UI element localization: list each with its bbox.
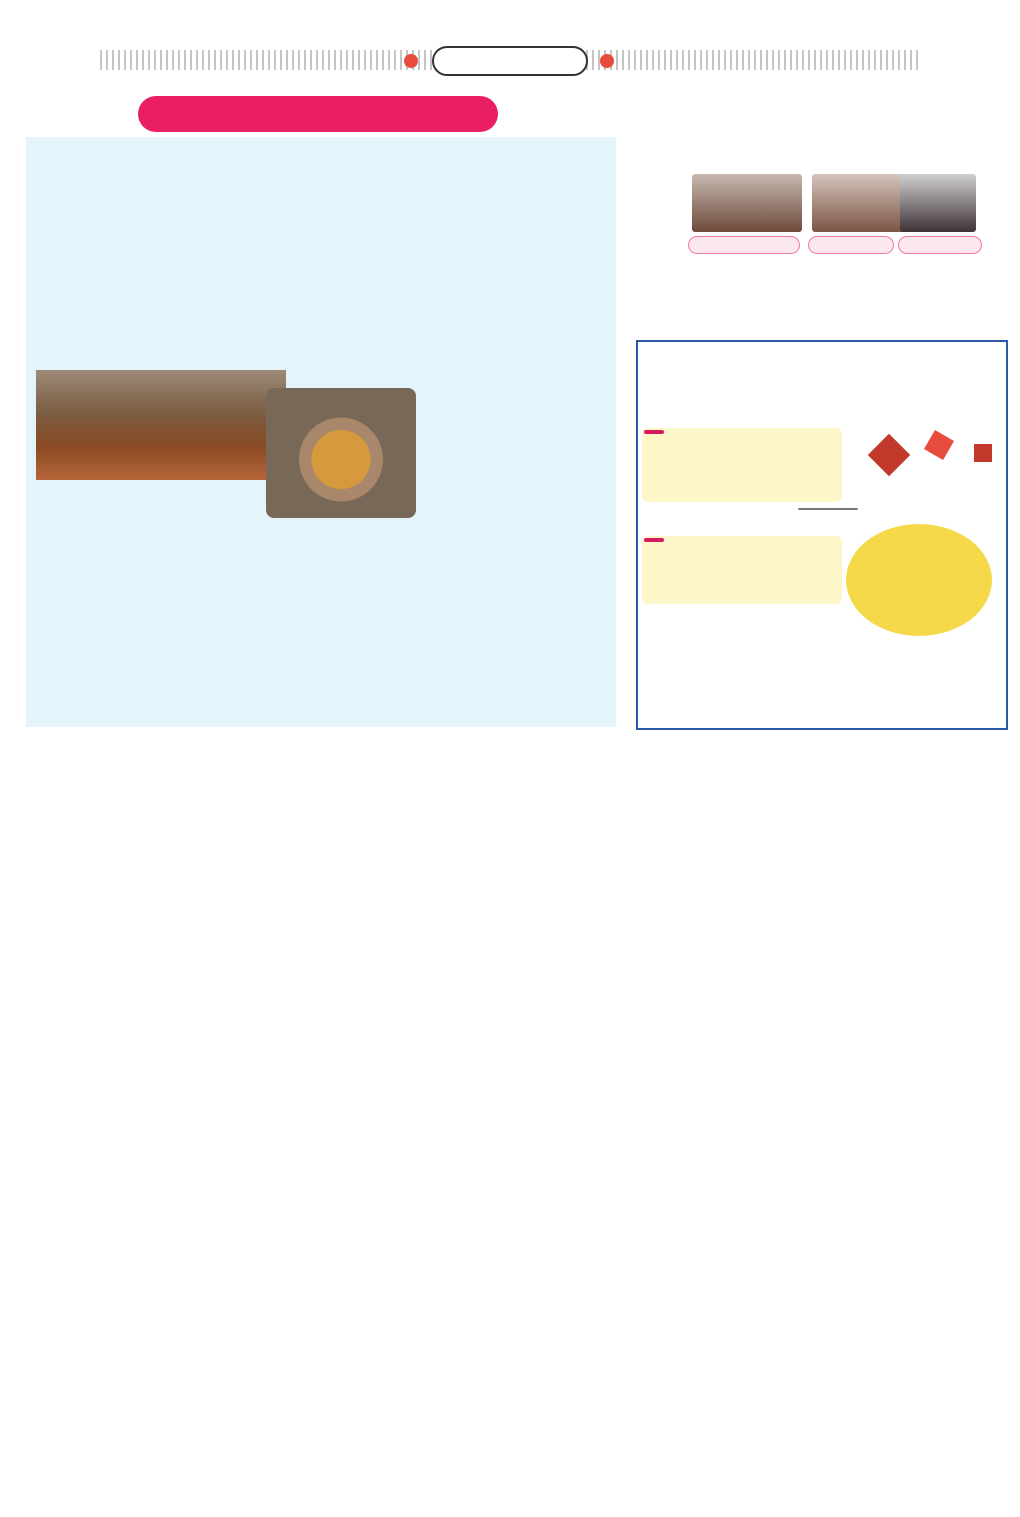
- right-story-body: [884, 124, 1008, 170]
- integrated-box: [642, 536, 842, 604]
- acbsp-block: [868, 434, 1002, 504]
- main-story-body: [424, 392, 612, 518]
- main-story-kicker: [138, 96, 498, 132]
- red-dot-icon: [404, 54, 418, 68]
- acbsp-badge: [798, 508, 858, 510]
- right-story-body: [884, 258, 1008, 336]
- red-cube-icon: [924, 430, 954, 460]
- asbm-university-ad: [636, 340, 1008, 730]
- name-caption: [808, 236, 894, 254]
- main-story-body: [32, 238, 222, 364]
- section-title: [432, 46, 588, 76]
- main-story-body: [32, 486, 268, 720]
- polluted-water-photo: [36, 370, 286, 480]
- masthead: [0, 0, 1020, 88]
- ug-box: [642, 428, 842, 502]
- red-dot-icon: [600, 54, 614, 68]
- right-story-body: [756, 258, 878, 336]
- name-caption: [898, 236, 982, 254]
- red-cube-icon: [868, 434, 910, 476]
- portrait-rituparna: [692, 174, 802, 232]
- right-story-body: [756, 124, 878, 170]
- name-caption: [688, 236, 800, 254]
- main-story-body: [230, 238, 420, 386]
- mba-circle: [846, 524, 992, 636]
- right-story-body: [628, 124, 750, 340]
- main-story-body: [428, 238, 612, 386]
- portrait-indrani: [900, 174, 976, 232]
- red-water-bowl-photo: [266, 388, 416, 518]
- integrated-label: [644, 538, 664, 542]
- main-story-body: [274, 524, 612, 720]
- ug-label: [644, 430, 664, 434]
- red-cube-icon: [974, 444, 992, 462]
